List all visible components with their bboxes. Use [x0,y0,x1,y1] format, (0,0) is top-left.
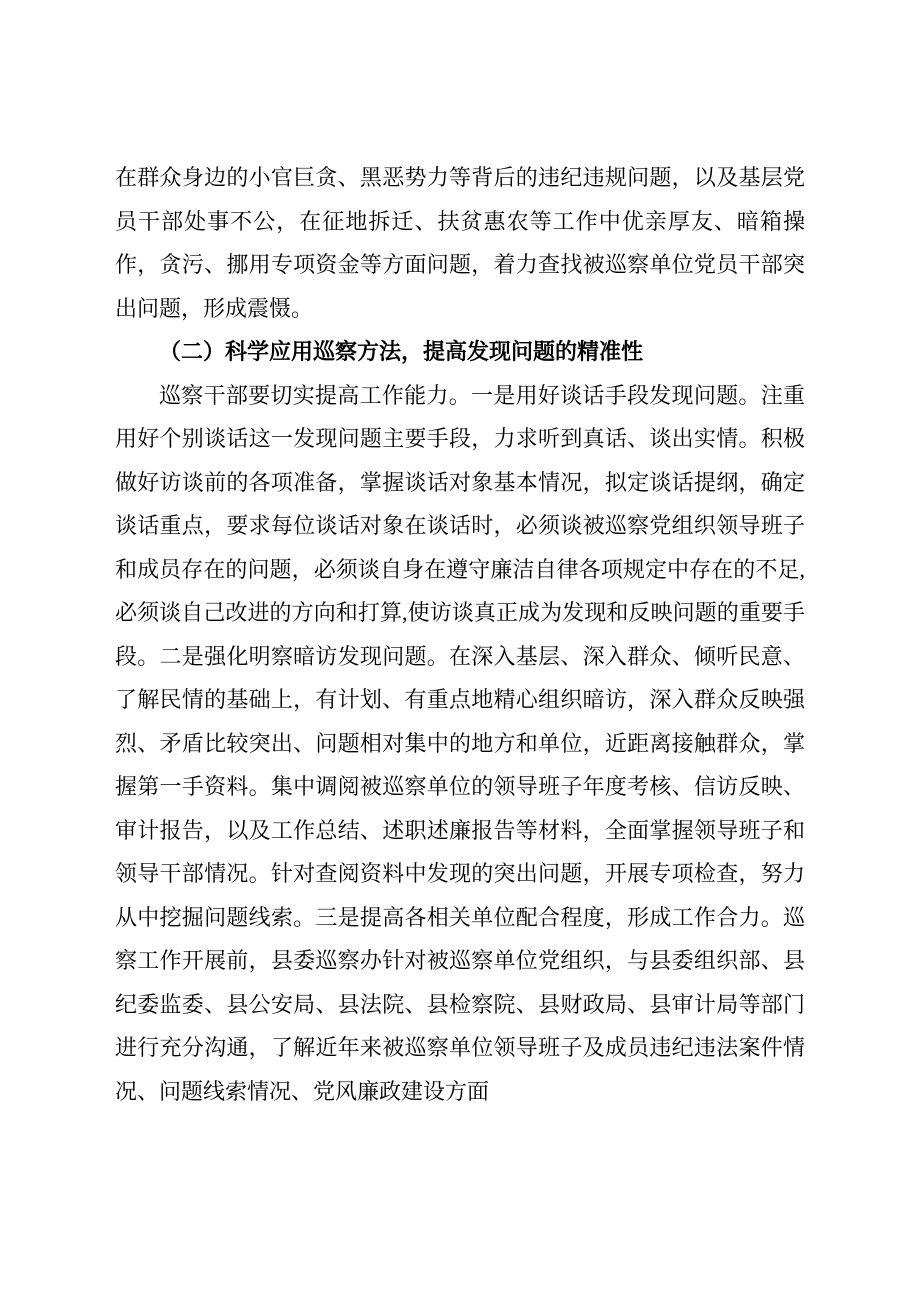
body-paragraph: 巡察干部要切实提高工作能力。一是用好谈话手段发现问题。注重用好个别谈话这一发现问题主要手段，力求听到真话、谈出实情。积极做好访谈前的各项准备，掌握谈话对象基本情况，拟定谈话提纲，确定谈话重点，要求每位谈话对象在谈话时，必须谈被巡察党组织领导班子和成员存在的问题，必须谈自身在遵守廉洁自律各项规定中存在的不足,必须谈自己改进的方向和打算,使访谈真正成为发现和反映问题的重要手段。二是强化明察暗访发现问题。在深入基层、深入群众、倾听民意、了解民情的基础上，有计划、有重点地精心组织暗访，深入群众反映强烈、矛盾比较突出、问题相对集中的地方和单位，近距离接触群众，掌握第一手资料。集中调阅被巡察单位的领导班子年度考核、信访反映、审计报告，以及工作总结、述职述廉报告等材料，全面掌握领导班子和领导干部情况。针对查阅资料中发现的突出问题，开展专项检查，努力从中挖掘问题线索。三是提高各相关单位配合程度，形成工作合力。巡察工作开展前，县委巡察办针对被巡察单位党组织，与县委组织部、县纪委监委、县公安局、县法院、县检察院、县财政局、县审计局等部门进行充分沟通，了解近年来被巡察单位领导班子及成员违纪违法案件情况、问题线索情况、党风廉政建设方面 [115,382,805,1104]
body-paragraph-continued: 在群众身边的小官巨贪、黑恶势力等背后的违纪违规问题，以及基层党员干部处事不公，在征地拆迁、扶贫惠农等工作中优亲厚友、暗箱操作，贪污、挪用专项资金等方面问题，着力查找被巡察单位党员干部突出问题，形成震慑。 [115,165,805,321]
section-heading: （二）科学应用巡察方法，提高发现问题的精准性 [159,339,644,364]
